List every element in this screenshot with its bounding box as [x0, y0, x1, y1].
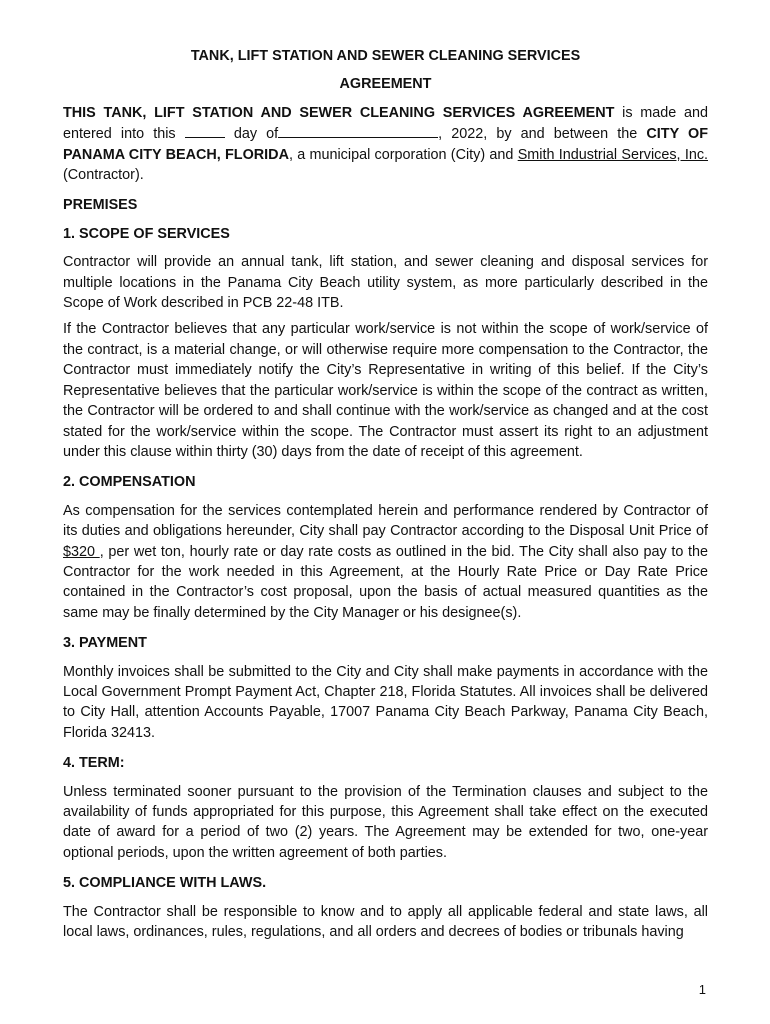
unit-price: $320: [63, 543, 100, 560]
term-paragraph: Unless terminated sooner pursuant to the provision of the Termination clauses and subject to the availability of funds appropriated for this purpose, this Agreement shall take effect on the executed date of award for a period of two (2) years. The Agreement may be extended for two, one-year optional periods, upon the written agreement of both parties.: [63, 783, 708, 861]
document-subtitle: AGREEMENT: [339, 76, 432, 93]
section-heading-compliance: 5. COMPLIANCE WITH LAWS.: [63, 875, 267, 892]
intro-text-2: day of: [224, 126, 279, 143]
compliance-paragraph: The Contractor shall be responsible to know and to apply all applicable federal and state laws, all local laws, ordinances, rules, regulations, and all orders and decrees of bodies or tribunals having: [63, 903, 708, 941]
intro-text-3: , 2022, by and between the: [438, 126, 647, 143]
compensation-text-before: As compensation for the services contemplated herein and performance rendered by Contractor of its duties and obligations hereunder, City shall pay Contractor according to the Disposal Unit Price of: [63, 502, 708, 540]
section-heading-payment: 3. PAYMENT: [63, 635, 147, 652]
section-heading-scope: 1. SCOPE OF SERVICES: [63, 225, 230, 242]
intro-text-1: is made and entered into this: [63, 104, 708, 143]
premises-heading: PREMISES: [63, 197, 138, 214]
compensation-text-after: , per wet ton, hourly rate or day rate costs as outlined in the bid. The City shall also pay to the Contractor for the work needed in this Agreement, at the Hourly Rate Price or Day Rate Price contained in the Contractor’s cost proposal, upon the basis of actual measured quantities as the same may be finally determined by the City Manager or his designee(s).: [63, 543, 709, 621]
contractor-name: Smith Industrial Services, Inc.: [517, 146, 709, 163]
scope-paragraph-2: If the Contractor believes that any particular work/service is not within the scope of work/service of the contract, is a material change, or will otherwise require more compensation to the Contractor, the Contractor must immediately notify the City’s Representative in writing of this belief. If the City’s Representative believes that the particular work/service is within the scope of the contract as written, the Contractor will be ordered to and shall continue with the work/service as changed and at the cost stated for the work/service within the scope. The Contractor must assert its right to an adjustment under this clause within thirty (30) days from the date of receipt of this agreement.: [63, 321, 708, 460]
compensation-paragraph: [63, 501, 708, 623]
city-name: CITY OF PANAMA CITY BEACH, FLORIDA: [63, 126, 708, 163]
intro-bold-lead: THIS TANK, LIFT STATION AND SEWER CLEANING SERVICES AGREEMENT: [63, 104, 615, 121]
intro-paragraph: [63, 103, 708, 186]
day-blank[interactable]: [185, 123, 225, 138]
scope-paragraph-1: Contractor will provide an annual tank, lift station, and sewer cleaning and disposal services for multiple locations in the Panama City Beach utility system, as more particularly described in the Scope of Work described in PCB 22-48 ITB.: [63, 254, 708, 312]
document-title: TANK, LIFT STATION AND SEWER CLEANING SERVICES: [190, 48, 581, 64]
section-heading-term: 4. TERM:: [63, 755, 125, 772]
intro-text-4: , a municipal corporation (City) and: [288, 146, 518, 163]
section-heading-compensation: 2. COMPENSATION: [63, 474, 196, 491]
month-blank[interactable]: [278, 123, 438, 138]
intro-text-5: (Contractor).: [63, 167, 144, 184]
document-body: [63, 46, 708, 942]
page-number: 1: [698, 982, 706, 997]
payment-paragraph: Monthly invoices shall be submitted to the City and City shall make payments in accordance with the Local Government Prompt Payment Act, Chapter 218, Florida Statutes. All invoices shall be delivered to City Hall, attention Accounts Payable, 17007 Panama City Beach Parkway, Panama City Beach, Florida 32413.: [63, 663, 708, 741]
